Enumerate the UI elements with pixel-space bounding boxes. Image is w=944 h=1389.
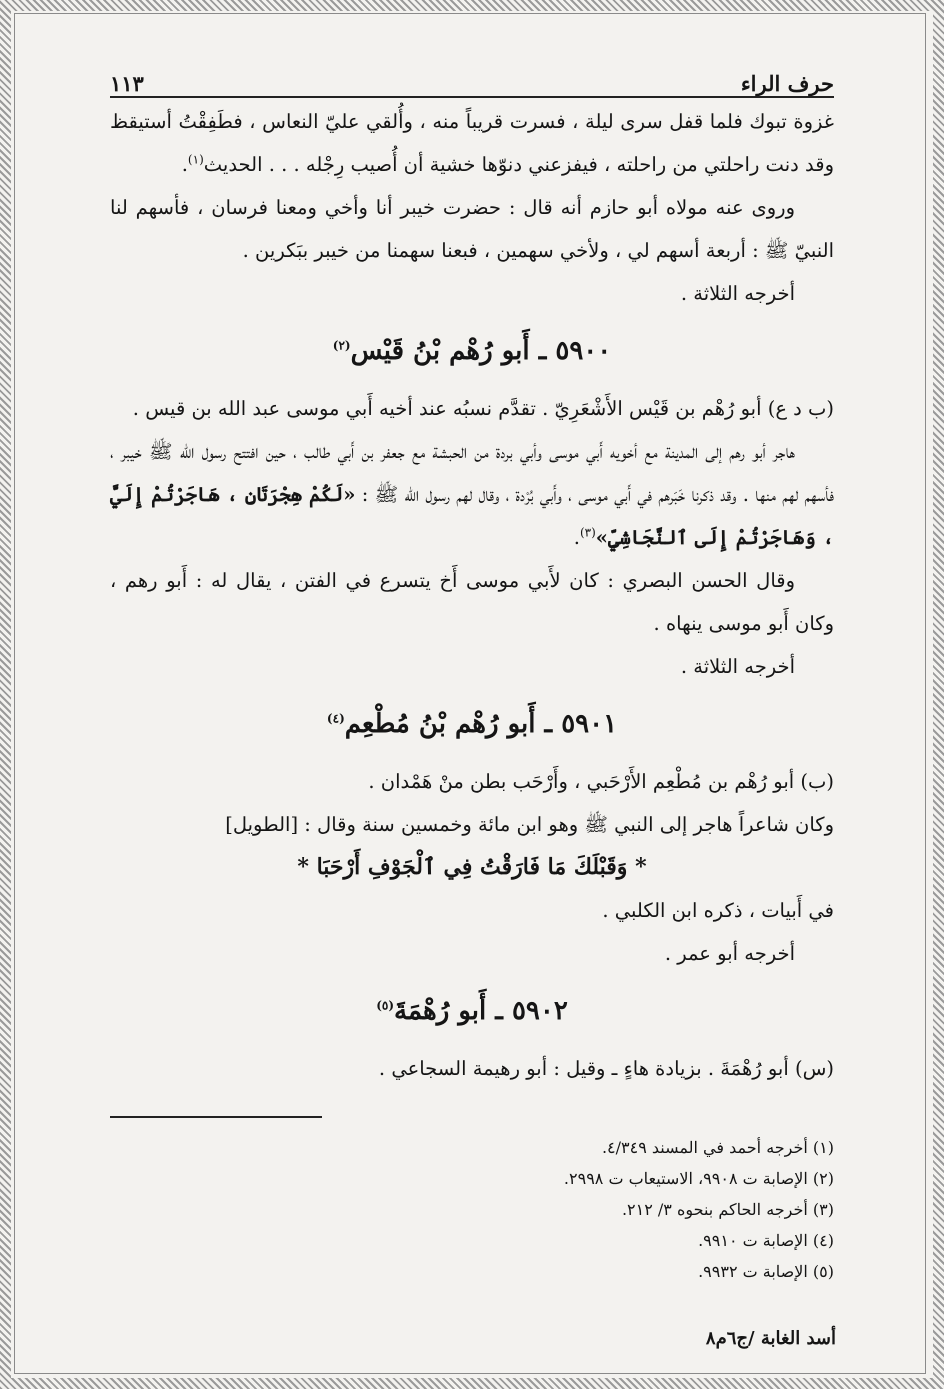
printer-signature: أسد الغابة /ج٦م٨ xyxy=(705,1328,836,1349)
paragraph: أخرجه أبو عمر . xyxy=(664,942,795,965)
page-content xyxy=(110,56,834,1287)
footnote-ref: (٢) xyxy=(332,338,351,353)
footnote: (٢) الإصابة ت ٩٩٠٨، الاستيعاب ت ٢٩٩٨. xyxy=(563,1169,834,1188)
footnote-ref: (٥) xyxy=(376,998,395,1013)
footnote: (٤) الإصابة ت ٩٩١٠. xyxy=(698,1231,834,1250)
page-number: ١١٣ xyxy=(110,71,144,96)
paragraph: أخرجه الثلاثة . xyxy=(680,282,795,305)
footnote-separator xyxy=(110,1116,322,1118)
paragraph: غزوة تبوك فلما قفل سرى ليلة ، فسرت قريباً منه ، وأُلقي عليّ النعاس ، فطَفِقْتُ أستيقظ وقد دنت راحلتي من راحلته ، فيفزعني دنوّها خشية أن أُصيب رِجْله . . . الحديث$^{(١)}$. xyxy=(110,110,834,176)
paragraph: في أَبيات ، ذكره ابن الكلبي . xyxy=(602,899,834,922)
footnotes xyxy=(110,1132,834,1287)
entry-title-5900: ٥٩٠٠ ـ أَبو رُهْم بْنُ قَيْس$^{(٢)}$ xyxy=(332,336,612,366)
paragraph: (ب د ع) أبو رُهْم بن قَيْس الأَشْعَرِيّ . تقدَّم نسبُه عند أخيه أَبي موسى عبد الله بن قيس . xyxy=(132,397,834,420)
entry-title-5901: ٥٩٠١ ـ أَبو رُهْم بْنُ مُطْعِم$^{(٤)}$ xyxy=(326,709,618,739)
entry-title-5902: ٥٩٠٢ ـ أَبو رُهْمَةَ$^{(٥)}$ xyxy=(376,996,568,1026)
paragraph: (ب) أبو رُهْم بن مُطْعِم الأَرْحَبي ، وأَرْحَب بطن منْ هَمْدان . xyxy=(368,770,834,793)
footnote: (٥) الإصابة ت ٩٩٣٢. xyxy=(698,1262,834,1281)
paragraph: وكان شاعراً هاجر إلى النبي ﷺ وهو ابن مائة وخمسين سنة وقال : [الطويل] xyxy=(225,813,834,836)
paragraph: (س) أبو رُهْمَةَ . بزيادة هاءٍ ـ وقيل : أبو رهيمة السجاعي . xyxy=(378,1057,834,1080)
page-header xyxy=(110,56,834,98)
footnote-ref: (١) xyxy=(187,152,204,167)
main-text xyxy=(110,100,834,1090)
paragraph: أخرجه الثلاثة . xyxy=(680,655,795,678)
poem-verse: * وَقَبْلَكَ مَا فَارَقْتُ فِي ٱلْجَوْفِ أَرْحَبَا * xyxy=(297,854,647,880)
paragraph: هاجر أبو رهم إلى المدينة مع أخويه أَبي موسى وأبي بردة من الحبشة مع جعفر بن أَبي طالب ، حين افتتح رسول الله ﷺ خيبر ، فأسهم لهم منها . وقد ذكرنا خَبَرهم في أَبي موسى ، وأَبي بُرْدة ، وقال لهم رسول الله ﷺ : «لَكُمْ هِجْرَتَانِ ، هَاجَرْتُمْ إِلَيَّ ، وَهَاجَرْتُمْ إِلَى ٱلنَّجَاشِيِّ»$^{(٣)}$. xyxy=(110,440,835,549)
footnote-ref: (٣) xyxy=(579,525,596,540)
chapter-title: حرف الراء xyxy=(740,71,834,96)
footnote-ref: (٤) xyxy=(326,711,345,726)
hadith-quote: «لَكُمْ هِجْرَتَانِ ، هَاجَرْتُمْ إِلَيَّ ، وَهَاجَرْتُمْ إِلَى ٱلنَّجَاشِيِّ» xyxy=(110,483,834,549)
footnote: (٣) أخرجه الحاكم بنحوه ٣/ ٢١٢. xyxy=(621,1200,834,1219)
paragraph: وروى عنه مولاه أبو حازم أنه قال : حضرت خيبر أنا وأخي ومعنا فرسان ، فأسهم لنا النبيّ ﷺ : أربعة أسهم لي ، ولأخي سهمين ، فبعنا سهمنا من خيبر ببَكرين . xyxy=(110,196,834,262)
paragraph: وقال الحسن البصري : كان لأَبي موسى أَخ يتسرع في الفتن ، يقال له : أَبو رهم ، وكان أَبو موسى ينهاه . xyxy=(110,569,834,635)
footnote: (١) أخرجه أحمد في المسند ٤/٣٤٩. xyxy=(601,1138,834,1157)
